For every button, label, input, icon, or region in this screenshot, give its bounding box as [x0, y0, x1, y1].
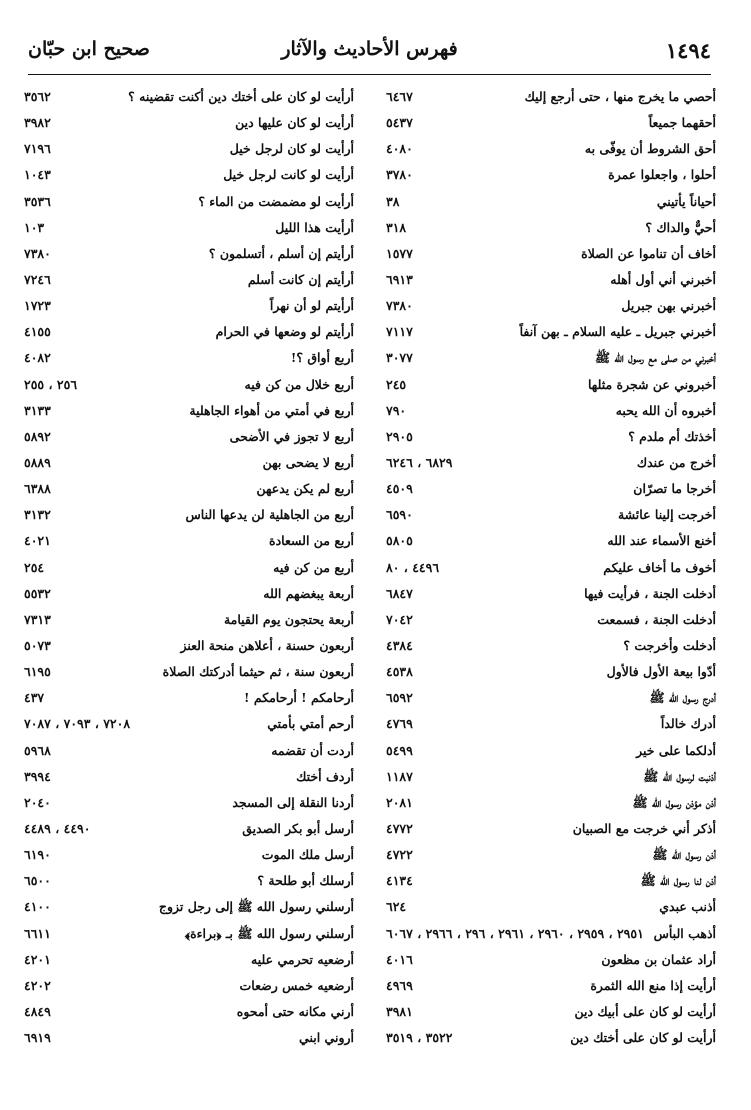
entry-text: أرسلني رسول الله ﷺ إلى رجل تزوج [158, 899, 354, 915]
index-entry [24, 476, 354, 502]
index-entry [386, 947, 716, 973]
index-entry [24, 345, 354, 371]
entry-reference-number: ٤٨٤٩ [24, 1003, 51, 1019]
index-entry [386, 189, 716, 215]
index-entry [24, 267, 354, 293]
entry-text: أرأيتم لو وضعها في الحرام [215, 324, 354, 340]
index-entry [24, 502, 354, 528]
entry-reference-number: ٦١٩٥ [24, 664, 51, 680]
index-entry [386, 293, 716, 319]
entry-reference-number: ٣١٨ [386, 219, 407, 235]
entry-reference-number: ٤٠١٦ [386, 951, 413, 967]
entry-reference-number: ٦٣٨٨ [24, 481, 51, 497]
entry-reference-number: ٤٤٩٦ ، ٨٠ [386, 559, 440, 575]
entry-text: أحلوا ، واجعلوا عمرة [608, 167, 716, 183]
entry-reference-number: ٣٩٨٢ [24, 115, 51, 131]
entry-text: أخبروني عن شجرة مثلها [588, 376, 716, 392]
entry-text: أدخلت الجنة ، فسمعت [597, 611, 716, 627]
entry-reference-number: ٦٤٦٧ [386, 89, 413, 104]
entry-text: أدخلت وأخرجت ؟ [623, 637, 716, 653]
entry-text: أروني ابني [299, 1030, 354, 1046]
entry-text: أرأيتم إن كانت أسلم [247, 271, 354, 287]
index-entry [24, 450, 354, 476]
entry-reference-number: ٧٩٠ [386, 402, 407, 418]
entry-reference-number: ٣٥٣٦ [24, 193, 51, 209]
entry-text: أرأيت لو كان عليها دين [235, 115, 354, 131]
entry-reference-number: ٧١٩٦ [24, 141, 51, 157]
entry-text: أرأيتم إن أسلم ، أتسلمون ؟ [208, 245, 354, 261]
entry-reference-number: ٤٩٦٩ [386, 977, 413, 993]
index-entry [24, 659, 354, 685]
entry-reference-number: ٧٢٠٨ ، ٧٠٩٣ ، ٧٠٨٧ [24, 716, 131, 732]
entry-text: أذن رسول الله ﷺ [652, 847, 716, 863]
index-entry [24, 738, 354, 764]
entry-text: أربع من كن فيه [273, 559, 354, 575]
entry-text: أخبرني من صلى مع رسول الله ﷺ [595, 350, 716, 366]
entry-reference-number: ٦١٩٠ [24, 847, 51, 863]
entry-text: أرسل ملك الموت [261, 847, 354, 863]
entry-text: أرأيتم لو أن نهراً [269, 298, 354, 314]
entry-text: أحق الشروط أن يوفّى به [584, 141, 716, 157]
index-entry [24, 162, 354, 188]
entry-reference-number: ٦٢٤ [386, 899, 407, 915]
entry-reference-number: ٢٥٦ ، ٢٥٥ [24, 376, 78, 392]
entry-reference-number: ٤٥٣٨ [386, 664, 413, 680]
index-entry [24, 241, 354, 267]
entry-reference-number: ٣٥٦٢ [24, 89, 51, 104]
entry-text: أربعون حسنة ، أعلاهن منحة العنز [180, 637, 354, 653]
entry-reference-number: ٧٠٤٢ [386, 611, 413, 627]
index-entry [386, 450, 716, 476]
entry-text: أربعون سنة ، ثم حيثما أدركتك الصلاة [162, 664, 354, 680]
entry-text: أخرج من عندك [636, 454, 716, 470]
entry-reference-number: ٤٥٠٩ [386, 481, 413, 497]
entry-text: أردت أن تقضمه [271, 742, 354, 758]
entry-reference-number: ٣٩٩٤ [24, 768, 51, 784]
entry-reference-number: ١٥٧٧ [386, 245, 413, 261]
entry-text: أرأيت لو كانت لرجل خيل [223, 167, 354, 183]
entry-reference-number: ١٧٢٣ [24, 298, 51, 314]
entry-text: أربع في أمتي من أهواء الجاهلية [189, 402, 354, 418]
index-entry [386, 607, 716, 633]
index-entry [24, 790, 354, 816]
entry-text: أرضعيه تحرمي عليه [251, 951, 354, 967]
index-entry [386, 764, 716, 790]
entry-text: أذنبت لرسول الله ﷺ [643, 768, 716, 784]
entry-text: أردنا النقلة إلى المسجد [232, 794, 354, 810]
entry-reference-number: ٦٩١٣ [386, 271, 413, 287]
entry-text: أخذتك أم ملدم ؟ [628, 428, 716, 444]
entry-reference-number: ٣١٣٢ [24, 507, 51, 523]
entry-reference-number: ٦٩١٩ [24, 1030, 51, 1046]
entry-reference-number: ٣٧٨٠ [386, 167, 413, 183]
entry-text: أخاف أن تناموا عن الصلاة [581, 245, 716, 261]
entry-text: أخنع الأسماء عند الله [607, 533, 716, 549]
index-entry [386, 842, 716, 868]
entry-reference-number: ٥٤٣٧ [386, 115, 413, 131]
entry-text: أذكر أني خرجت مع الصبيان [572, 820, 716, 836]
entry-text: أذن مؤذن رسول الله ﷺ [632, 794, 716, 810]
entry-reference-number: ٦٨٢٩ ، ٦٢٤٦ [386, 454, 453, 470]
entry-text: أربعة يحتجون يوم القيامة [223, 611, 354, 627]
entry-reference-number: ٥٨٠٥ [386, 533, 413, 549]
index-entry [386, 241, 716, 267]
index-entry [24, 711, 354, 737]
index-entry [386, 398, 716, 424]
index-column-left [24, 84, 354, 1051]
entry-reference-number: ٤١٠٠ [24, 899, 51, 915]
index-entry [386, 633, 716, 659]
entry-reference-number: ٤١٥٥ [24, 324, 51, 340]
entry-text: أربع من الجاهلية لن يدعها الناس [185, 507, 354, 523]
index-entry [24, 528, 354, 554]
index-entry [24, 894, 354, 920]
entry-text: أخبروه أن الله يحبه [615, 402, 716, 418]
index-entry [24, 581, 354, 607]
index-entry [386, 555, 716, 581]
index-entry [24, 293, 354, 319]
entry-reference-number: ٧٣١٣ [24, 611, 51, 627]
entry-text: أرأيت لو كان على أختك دين أكنت تقضينه ؟ [128, 89, 354, 104]
entry-reference-number: ٤٠٨٢ [24, 350, 51, 366]
entry-reference-number: ٤٢٠١ [24, 951, 51, 967]
entry-text: أرحم أمتي بأمتي [267, 716, 354, 732]
entry-text: أرحامكم ! أرحامكم ! [244, 690, 354, 706]
entry-text: أدخلت الجنة ، فرأيت فيها [584, 585, 716, 601]
entry-reference-number: ٤٤٩٠ ، ٤٤٨٩ [24, 820, 91, 836]
entry-text: أرأيت لو كان لرجل خيل [229, 141, 354, 157]
entry-text: أخبرني بهن جبريل [621, 298, 716, 314]
index-entry [386, 136, 716, 162]
index-entry [386, 267, 716, 293]
entry-text: أذنب عبدي [659, 899, 716, 915]
index-entry [24, 973, 354, 999]
entry-text: أحصي ما يخرج منها ، حتى أرجع إليك [524, 89, 716, 104]
index-entry [24, 110, 354, 136]
entry-text: أربع لا تجوز في الأضحى [229, 428, 354, 444]
index-entry [24, 372, 354, 398]
entry-text: أخوف ما أخاف عليكم [603, 559, 716, 575]
entry-text: أربع خلال من كن فيه [244, 376, 354, 392]
index-entry [24, 607, 354, 633]
entry-reference-number: ١٠٣ [24, 219, 45, 235]
index-entry [386, 162, 716, 188]
entry-reference-number: ٢٤٥ [386, 376, 407, 392]
index-column-right [386, 84, 716, 1051]
index-entry [24, 868, 354, 894]
entry-text: أخرجت إلينا عائشة [617, 507, 716, 523]
entry-reference-number: ٣٨ [386, 193, 400, 209]
entry-text: أحيٌّ والداك ؟ [645, 219, 716, 235]
index-entry [386, 424, 716, 450]
index-entry [386, 84, 716, 110]
entry-text: أرأيت هذا الليل [275, 219, 354, 235]
entry-reference-number: ٣٠٧٧ [386, 350, 413, 366]
page-number: ١٤٩٤ [665, 38, 711, 63]
entry-reference-number: ٦٥٩٠ [386, 507, 413, 523]
index-entry [386, 319, 716, 345]
entry-reference-number: ٧١١٧ [386, 324, 413, 340]
page-title: فهرس الأحاديث والآثار [281, 38, 458, 60]
entry-reference-number: ٤٧٢٢ [386, 847, 413, 863]
index-entry [386, 215, 716, 241]
index-entry [24, 842, 354, 868]
entry-text: أدرك خالداً [660, 716, 716, 732]
index-entry [24, 424, 354, 450]
index-entry [24, 816, 354, 842]
entry-text: أحياناً يأتيني [656, 193, 716, 209]
entry-text: أخرجا ما تصرّان [633, 481, 716, 497]
entry-text: أذن لنا رسول الله ﷺ [640, 873, 716, 889]
entry-reference-number: ٦٦١١ [24, 925, 51, 941]
entry-text: أدلكما على خير [636, 742, 716, 758]
entry-text: أذهب البأس [653, 925, 716, 941]
index-entry [24, 215, 354, 241]
index-entry [386, 816, 716, 842]
entry-reference-number: ٤٢٠٢ [24, 977, 51, 993]
entry-reference-number: ٥٨٨٩ [24, 454, 51, 470]
entry-text: أرأيت لو كان على أبيك دين [574, 1003, 716, 1019]
index-entry [386, 711, 716, 737]
index-entry [24, 189, 354, 215]
entry-reference-number: ٢٠٤٠ [24, 794, 51, 810]
index-entry [386, 868, 716, 894]
entry-text: أرأيت لو كان على أختك دين [570, 1030, 716, 1046]
entry-text: أرسل أبو بكر الصديق [242, 820, 354, 836]
entry-reference-number: ٧٣٨٠ [24, 245, 51, 261]
entry-reference-number: ٢٩٥١ ، ٢٩٥٩ ، ٢٩٦٠ ، ٢٩٦١ ، ٢٩٦ ، ٢٩٦٦ ، ٦٠٦٧ [386, 925, 644, 941]
index-entry [386, 738, 716, 764]
entry-text: أرضعيه خمس رضعات [239, 977, 354, 993]
entry-reference-number: ٥٤٩٩ [386, 742, 413, 758]
entry-text: أربع من السعادة [269, 533, 354, 549]
entry-reference-number: ٤٠٨٠ [386, 141, 413, 157]
entry-text: أدّوا بيعة الأول فالأول [606, 664, 716, 680]
entry-reference-number: ٣٩٨١ [386, 1003, 413, 1019]
index-entry [386, 1025, 716, 1051]
index-entry [386, 581, 716, 607]
entry-text: أحقهما جميعاً [648, 115, 716, 131]
entry-reference-number: ٧٢٤٦ [24, 271, 51, 287]
entry-text: أرسلك أبو طلحة ؟ [257, 873, 354, 889]
entry-text: أربع لا يضحى بهن [262, 454, 354, 470]
index-entry [386, 894, 716, 920]
index-entry [386, 790, 716, 816]
index-entry [386, 659, 716, 685]
index-entry [386, 372, 716, 398]
entry-reference-number: ٤٣٨٤ [386, 637, 413, 653]
index-entry [24, 136, 354, 162]
index-entry [24, 319, 354, 345]
entry-text: أخبرني أني أول أهله [610, 271, 716, 287]
entry-reference-number: ٣٥٢٢ ، ٣٥١٩ [386, 1030, 453, 1046]
index-entry [24, 764, 354, 790]
index-entry [386, 973, 716, 999]
entry-reference-number: ٢٠٨١ [386, 794, 413, 810]
entry-reference-number: ٥٩٦٨ [24, 742, 51, 758]
index-entry [24, 947, 354, 973]
book-title: صحيح ابن حبّان [28, 38, 150, 60]
entry-text: أرسلني رسول الله ﷺ بـ ﴿براءة﴾ [184, 925, 354, 941]
entry-reference-number: ٤٠٢١ [24, 533, 51, 549]
entry-text: أرني مكانه حتى أمحوه [236, 1003, 354, 1019]
index-entry [24, 921, 354, 947]
entry-reference-number: ٤٧٦٩ [386, 716, 413, 732]
entry-reference-number: ٥٠٧٣ [24, 637, 51, 653]
index-entry [386, 999, 716, 1025]
entry-text: أردف أختك [296, 768, 354, 784]
entry-reference-number: ٧٣٨٠ [386, 298, 413, 314]
entry-reference-number: ٤٧٧٢ [386, 820, 413, 836]
index-entry [386, 685, 716, 711]
entry-text: أرأيت لو مضمضت من الماء ؟ [198, 193, 354, 209]
entry-reference-number: ١١٨٧ [386, 768, 413, 784]
index-entry [386, 921, 716, 947]
entry-text: أربع لم يكن يدعهن [256, 481, 354, 497]
index-entry [386, 528, 716, 554]
entry-reference-number: ٥٨٩٢ [24, 428, 51, 444]
header-rule [28, 74, 711, 75]
index-entry [386, 476, 716, 502]
entry-reference-number: ٤١٣٤ [386, 873, 413, 889]
index-entry [24, 685, 354, 711]
index-entry [24, 84, 354, 110]
entry-text: أربع أواق ؟! [290, 350, 354, 366]
entry-reference-number: ٣١٣٣ [24, 402, 51, 418]
entry-text: أراد عثمان بن مظعون [601, 951, 716, 967]
entry-text: أخبرني جبريل ـ عليه السلام ـ بهن آنفاً [519, 324, 716, 340]
index-entry [386, 502, 716, 528]
index-entry [24, 999, 354, 1025]
index-entry [24, 633, 354, 659]
entry-reference-number: ٢٩٠٥ [386, 428, 413, 444]
entry-reference-number: ٦٨٤٧ [386, 585, 413, 601]
entry-reference-number: ٦٥٠٠ [24, 873, 51, 889]
index-entry [24, 555, 354, 581]
entry-reference-number: ٦٥٩٢ [386, 690, 413, 706]
entry-reference-number: ٤٣٧ [24, 690, 45, 706]
entry-reference-number: ١٠٤٣ [24, 167, 51, 183]
page-header [28, 38, 711, 68]
entry-reference-number: ٥٥٣٢ [24, 585, 51, 601]
index-entry [24, 1025, 354, 1051]
index-entry [386, 110, 716, 136]
entry-text: أدرج رسول الله ﷺ [649, 690, 716, 706]
index-entry [24, 398, 354, 424]
index-entry [386, 345, 716, 371]
entry-text: أربعة يبغضهم الله [263, 585, 354, 601]
entry-text: أرأيت إذا منع الله الثمرة [590, 977, 716, 993]
entry-reference-number: ٢٥٤ [24, 559, 45, 575]
